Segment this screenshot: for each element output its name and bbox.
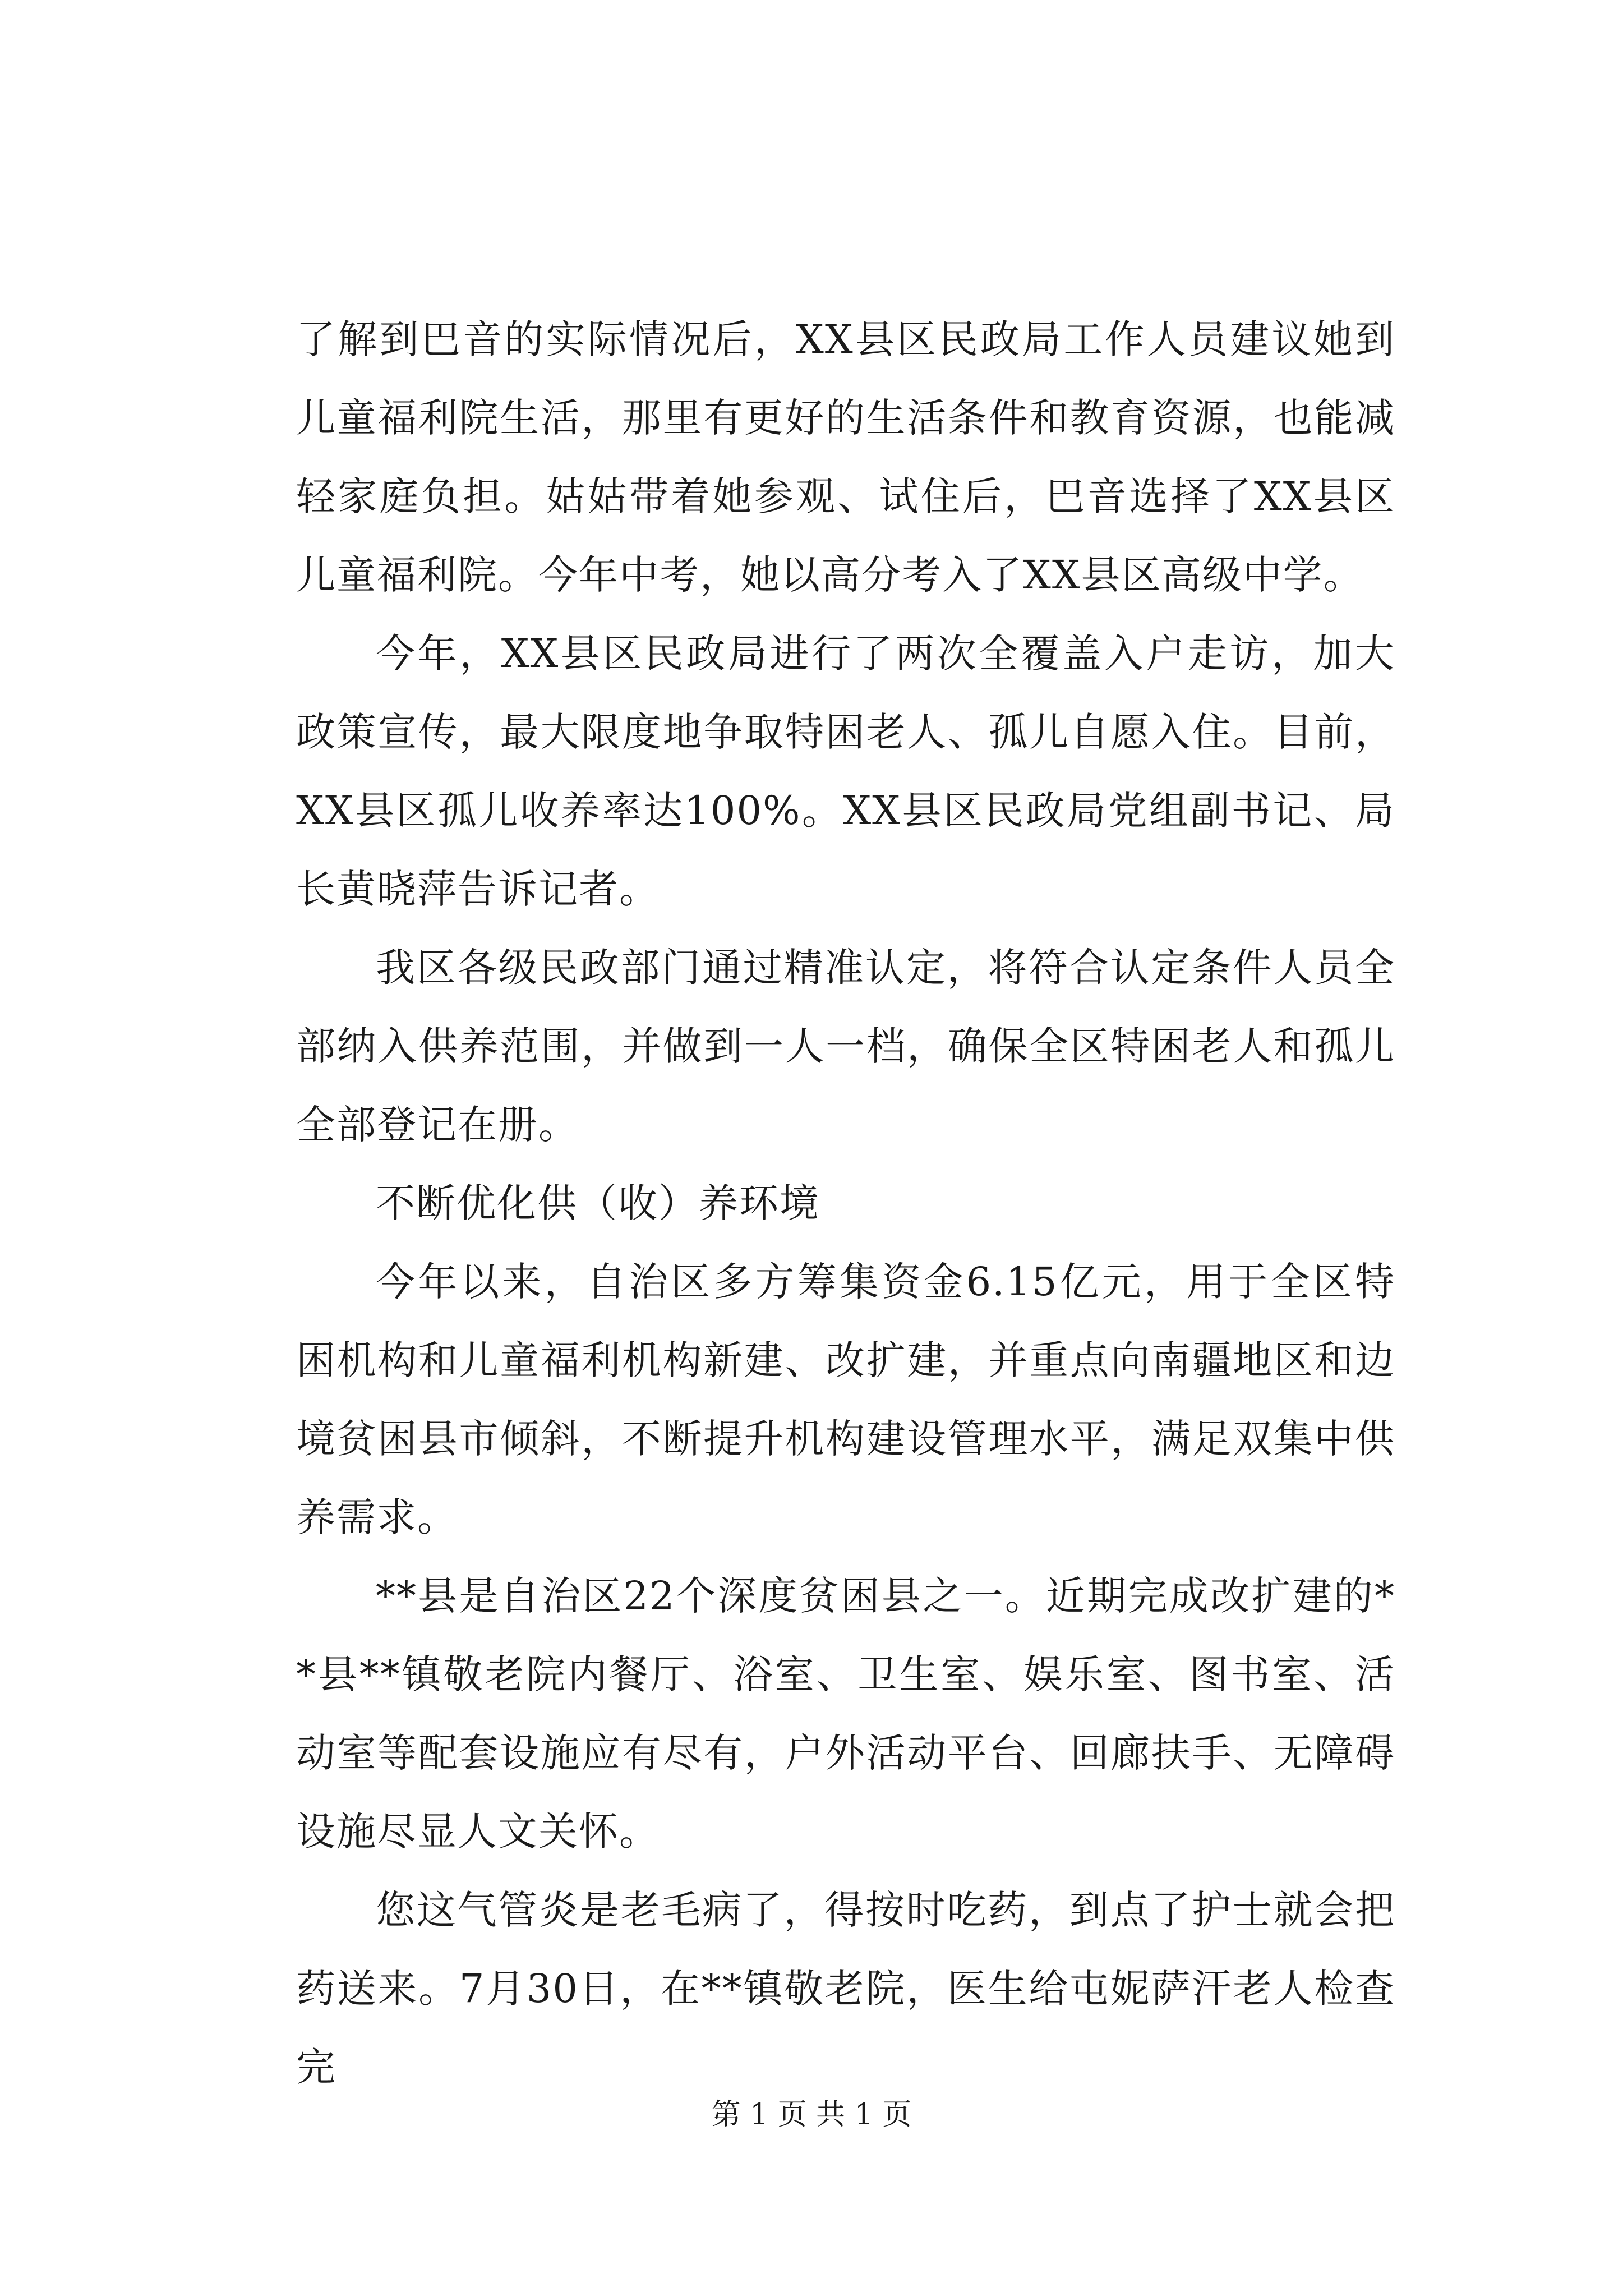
page-footer: 第 1 页 共 1 页: [711, 2098, 912, 2132]
paragraph-home-visits: 今年，XX县区民政局进行了两次全覆盖入户走访，加大政策宣传，最大限度地争取特困老人、孤儿自愿入住。目前，XX县区孤儿收养率达100%。XX县区民政局党组副书记、局长黄晓萍告诉记者。: [296, 631, 1395, 912]
paragraph-registration: 我区各级民政部门通过精准认定，将符合认定条件人员全部纳入供养范围，并做到一人一档，确保全区特困老人和孤儿全部登记在册。: [296, 945, 1395, 1148]
paragraph-doctor-visit: 您这气管炎是老毛病了，得按时吃药，到点了护士就会把药送来。7月30日，在**镇敬老院，医生给屯妮萨汗老人检查完: [296, 1887, 1395, 2090]
paragraph-county-nursing-home: **县是自治区22个深度贫困县之一。近期完成改扩建的**县**镇敬老院内餐厅、浴室、卫生室、娱乐室、图书室、活动室等配套设施应有尽有，户外活动平台、回廊扶手、无障碍设施尽显人文关怀。: [296, 1573, 1395, 1855]
section-heading: 不断优化供（收）养环境: [376, 1180, 820, 1226]
paragraph-funding: 今年以来，自治区多方筹集资金6.15亿元，用于全区特困机构和儿童福利机构新建、改扩建，并重点向南疆地区和边境贫困县市倾斜，不断提升机构建设管理水平，满足双集中供养需求。: [296, 1259, 1395, 1540]
paragraph-continuation: 了解到巴音的实际情况后，XX县区民政局工作人员建议她到儿童福利院生活，那里有更好的生活条件和教育资源，也能减轻家庭负担。姑姑带着她参观、试住后，巴音选择了XX县区儿童福利院。今年中考，她以高分考入了XX县区高级中学。: [296, 316, 1395, 598]
document-body: [296, 300, 1395, 2106]
